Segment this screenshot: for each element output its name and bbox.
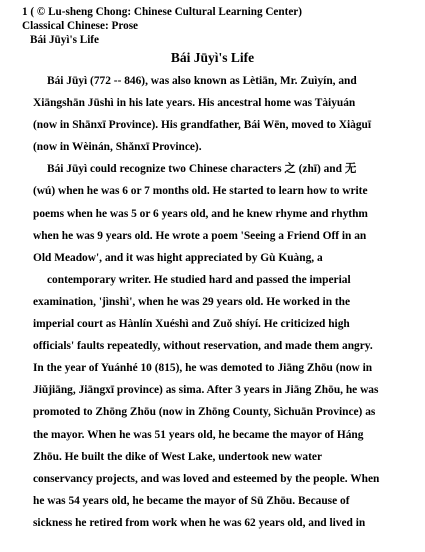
- body-line: promoted to Zhōng Zhōu (now in Zhōng County, Sìchuān Province) as: [33, 406, 376, 419]
- body-line: imperial court as Hànlín Xuéshì and Zuǒ shíyí. He criticized high: [33, 318, 350, 331]
- header-topic-line: Bái Jūyì's Life: [30, 34, 99, 46]
- body-line: Old Meadow', and it was hight appreciated by Gù Kuàng, a: [33, 251, 323, 264]
- body-line: Jiǔjiāng, Jiāngxī province) as sima. After 3 years in Jiāng Zhōu, he was: [33, 384, 379, 397]
- body-line: In the year of Yuánhé 10 (815), he was demoted to Jiāng Zhōu (now in: [33, 362, 373, 375]
- body-line: Zhōu. He built the dike of West Lake, undertook new water: [33, 450, 323, 463]
- article-body: [33, 70, 403, 534]
- page-title: Bái Jūyì's Life: [170, 50, 255, 65]
- body-line: the mayor. When he was 51 years old, he became the mayor of Háng: [33, 428, 364, 441]
- body-line: poems when he was 5 or 6 years old, and he knew rhyme and rhythm: [33, 207, 368, 220]
- document-header: [22, 5, 302, 47]
- body-line: officials' faults repeatedly, without reservation, and made them angry.: [33, 340, 373, 353]
- body-line: (now in Shānxī Province). His grandfather, Bái Wēn, moved to Xiàguī: [33, 119, 372, 132]
- body-line: examination, 'jìnshì', when he was 29 years old. He worked in the: [33, 295, 351, 308]
- header-copyright-line: 1 ( © Lu-sheng Chong: Chinese Cultural Learning Center): [22, 6, 302, 18]
- header-category-line: Classical Chinese: Prose: [22, 20, 139, 32]
- body-line: (now in Wèinán, Shǎnxī Province).: [33, 141, 202, 154]
- body-line: Xiāngshān Jūshì in his late years. His ancestral home was Tàiyuán: [33, 97, 356, 110]
- body-line: Bái Jūyì (772 -- 846), was also known as Lètiān, Mr. Zuìyín, and: [47, 75, 357, 87]
- body-line: Bái Jūyì could recognize two Chinese characters 之 (zhī) and 无: [47, 163, 357, 176]
- body-line: (wú) when he was 6 or 7 months old. He started to learn how to write: [33, 185, 368, 198]
- body-line: contemporary writer. He studied hard and passed the imperial: [47, 273, 351, 286]
- body-line: he was 54 years old, he became the mayor of Sū Zhōu. Because of: [33, 494, 350, 507]
- body-line: when he was 9 years old. He wrote a poem 'Seeing a Friend Off in an: [33, 229, 367, 242]
- body-line: sickness he retired from work when he was 62 years old, and lived in: [33, 516, 366, 529]
- body-line: conservancy projects, and was loved and esteemed by the people. When: [33, 472, 380, 485]
